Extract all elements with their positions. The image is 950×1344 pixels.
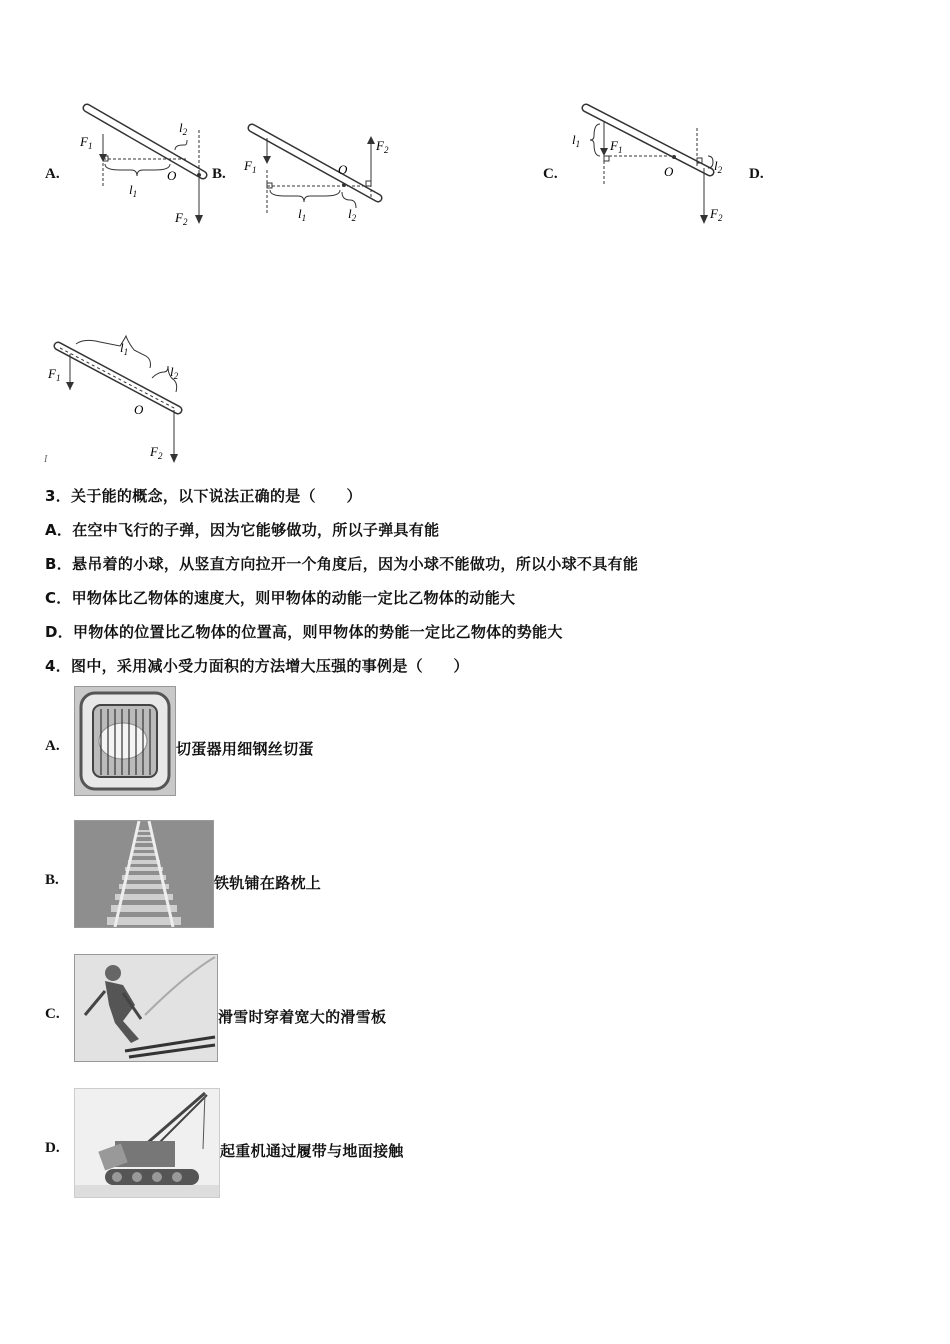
q3-option-a: A．在空中飞行的子弹，因为它能够做功，所以子弹具有能 xyxy=(45,521,440,539)
stray-mark: I xyxy=(44,454,48,465)
l1-label: $l_1$ xyxy=(120,340,129,357)
q3-option-b: B．悬吊着的小球，从竖直方向拉开一个角度后，因为小球不能做功，所以小球不具有能 xyxy=(45,555,639,573)
q4-option-a-label: A. xyxy=(45,738,60,754)
f2-label: $F_2$ xyxy=(150,444,163,461)
pivot-label: O xyxy=(664,164,674,179)
l2-label: $l_2$ xyxy=(170,364,179,381)
option-a-label: A. xyxy=(45,166,60,182)
egg-slicer-image xyxy=(74,686,176,796)
l1-label: $l_1$ xyxy=(298,206,307,223)
l2-label: $l_2$ xyxy=(714,158,723,175)
q3-stem: 3．关于能的概念，以下说法正确的是（ ） xyxy=(45,487,362,505)
pivot-label: O xyxy=(134,402,144,417)
q4-option-b-label: B. xyxy=(45,872,59,888)
pivot-label: O xyxy=(338,162,348,177)
q3-option-c: C．甲物体比乙物体的速度大，则甲物体的动能一定比乙物体的动能大 xyxy=(45,589,516,607)
option-d-label: D. xyxy=(749,166,764,182)
q3-option-d: D．甲物体的位置比乙物体的位置高，则甲物体的势能一定比乙物体的势能大 xyxy=(45,623,563,641)
q4-option-d-label: D. xyxy=(45,1140,60,1156)
option-b-label: B. xyxy=(212,166,226,182)
f2-label: $F_2$ xyxy=(175,210,188,227)
q4-stem: 4．图中，采用减小受力面积的方法增大压强的事例是（ ） xyxy=(45,657,469,675)
q4-option-b-caption: 铁轨铺在路枕上 xyxy=(214,874,322,892)
crawler-crane-image xyxy=(74,1088,220,1198)
f1-label: $F_1$ xyxy=(610,138,623,155)
skier-image xyxy=(74,954,218,1062)
lever-diagram-d xyxy=(40,332,200,472)
q4-option-c-label: C. xyxy=(45,1006,60,1022)
railway-track-image xyxy=(74,820,214,928)
f1-label: $F_1$ xyxy=(80,134,93,151)
lever-diagram-c xyxy=(570,100,730,230)
f1-label: $F_1$ xyxy=(244,158,257,175)
lever-diagram-a xyxy=(75,100,215,230)
q4-option-d-caption: 起重机通过履带与地面接触 xyxy=(220,1142,404,1160)
q4-option-c-caption: 滑雪时穿着宽大的滑雪板 xyxy=(218,1008,387,1026)
lever-diagram-b xyxy=(240,118,400,228)
option-c-label: C. xyxy=(543,166,558,182)
f2-label: $F_2$ xyxy=(376,138,389,155)
f1-label: $F_1$ xyxy=(48,366,61,383)
l1-label: $l_1$ xyxy=(572,132,581,149)
q4-option-a-caption: 切蛋器用细钢丝切蛋 xyxy=(176,740,314,758)
l2-label: $l_2$ xyxy=(348,206,357,223)
l1-label: $l_1$ xyxy=(129,182,138,199)
l2-label: $l_2$ xyxy=(179,120,188,137)
pivot-label: O xyxy=(167,168,177,183)
f2-label: $F_2$ xyxy=(710,206,723,223)
